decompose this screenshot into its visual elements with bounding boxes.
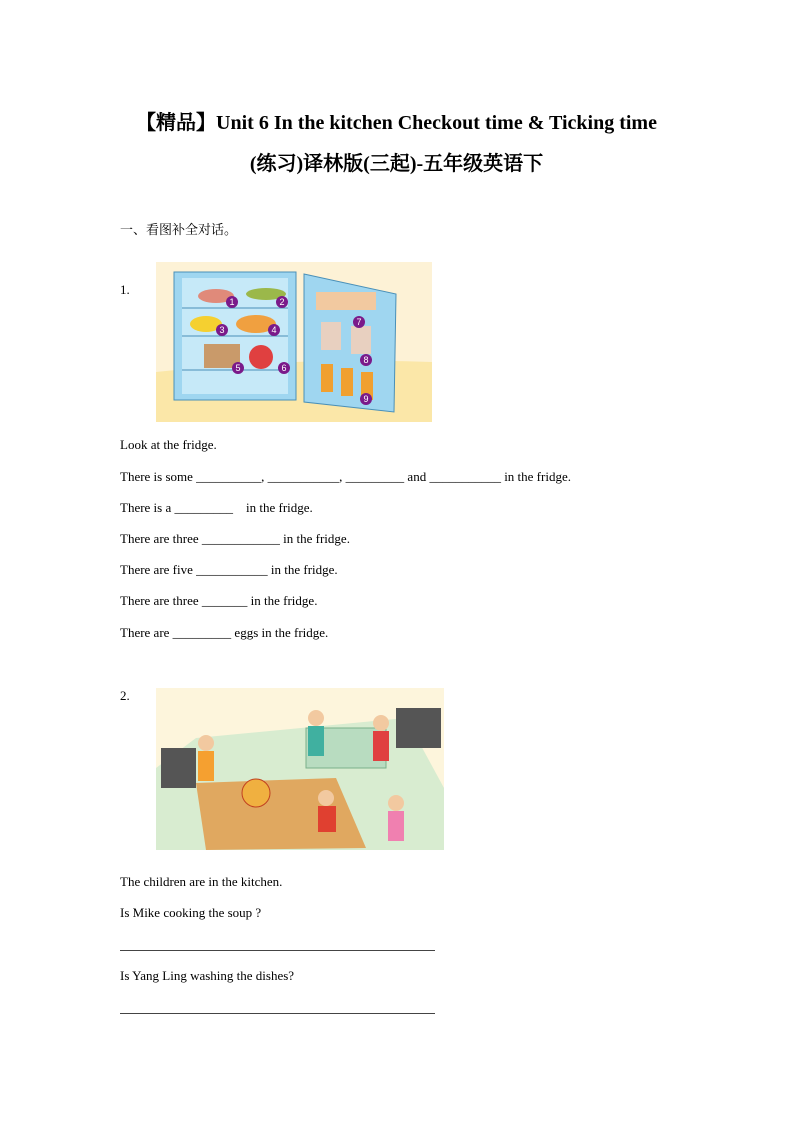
section-heading: 一、看图补全对话。 xyxy=(120,222,238,237)
fill-in-sentence: There are five ___________ in the fridge. xyxy=(120,562,338,577)
fridge-illustration xyxy=(156,262,432,422)
fill-in-sentence: There is some __________, ___________, _________ and ___________ in the fridge. xyxy=(120,469,571,484)
question-text: Is Yang Ling washing the dishes? xyxy=(120,968,295,983)
answer-line[interactable] xyxy=(120,1013,435,1014)
fill-in-sentence: There are three _______ in the fridge. xyxy=(120,593,318,608)
kitchen-illustration xyxy=(156,688,444,850)
title-line-1: 【精品】Unit 6 In the kitchen Checkout time & Ticking time xyxy=(136,112,657,134)
fridge-label-number: 4 xyxy=(271,325,277,335)
fridge-label-number: 5 xyxy=(235,363,241,373)
fill-in-sentence: There are three ____________ in the fridge. xyxy=(120,531,350,546)
question-2-number: 2. xyxy=(120,688,130,703)
fridge-label-number: 6 xyxy=(281,363,287,373)
answer-line[interactable] xyxy=(120,950,435,951)
fridge-label-number: 2 xyxy=(279,297,285,307)
fridge-label-number: 9 xyxy=(363,394,369,404)
fridge-label-number: 8 xyxy=(363,355,369,365)
fridge-label-number: 3 xyxy=(219,325,225,335)
fill-in-sentence: There are _________ eggs in the fridge. xyxy=(120,625,329,640)
question-1-number: 1. xyxy=(120,282,130,297)
fill-in-sentence: There is a _________ in the fridge. xyxy=(120,500,313,515)
context-sentence: The children are in the kitchen. xyxy=(120,874,283,889)
title-line-2: (练习)译林版(三起)-五年级英语下 xyxy=(249,153,544,175)
instruction-text: Look at the fridge. xyxy=(120,437,217,452)
fridge-label-number: 1 xyxy=(229,297,235,307)
question-text: Is Mike cooking the soup ? xyxy=(120,905,262,920)
fridge-label-number: 7 xyxy=(356,317,362,327)
